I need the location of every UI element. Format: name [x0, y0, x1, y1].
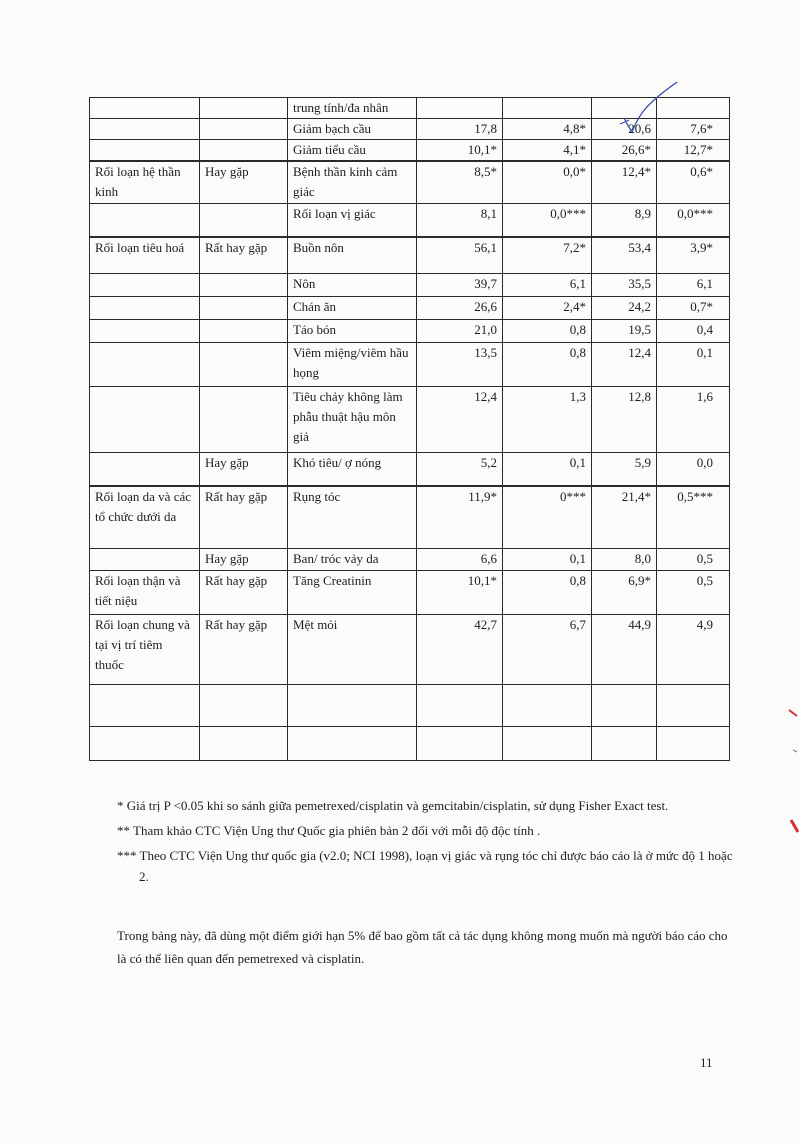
value-cell: 24,2 — [592, 296, 657, 319]
value-cell — [503, 684, 592, 726]
frequency-cell: Hay gặp — [200, 548, 288, 570]
value-cell: 3,9* — [657, 237, 730, 273]
group-cell — [90, 548, 200, 570]
frequency-cell — [200, 119, 288, 140]
value-cell: 21,0 — [417, 319, 503, 342]
value-cell: 2,4* — [503, 296, 592, 319]
event-cell: Rụng tóc — [288, 486, 417, 548]
event-cell: Buồn nôn — [288, 237, 417, 273]
group-cell — [90, 342, 200, 386]
value-cell: 20,6 — [592, 119, 657, 140]
value-cell: 56,1 — [417, 237, 503, 273]
value-cell: 4,8* — [503, 119, 592, 140]
value-cell: 6,6 — [417, 548, 503, 570]
value-cell: 26,6 — [417, 296, 503, 319]
frequency-cell: Rất hay gặp — [200, 486, 288, 548]
value-cell: 13,5 — [417, 342, 503, 386]
group-cell: Rối loạn tiêu hoá — [90, 237, 200, 273]
value-cell — [417, 726, 503, 760]
group-cell — [90, 386, 200, 452]
event-cell: Rối loạn vị giác — [288, 203, 417, 237]
value-cell: 35,5 — [592, 273, 657, 296]
value-cell: 0,8 — [503, 319, 592, 342]
value-cell: 6,9* — [592, 570, 657, 614]
value-cell: 6,1 — [657, 273, 730, 296]
group-cell — [90, 140, 200, 162]
event-cell: Bệnh thần kinh cảm giác — [288, 161, 417, 203]
frequency-cell: Rất hay gặp — [200, 570, 288, 614]
frequency-cell — [200, 684, 288, 726]
value-cell: 10,1* — [417, 570, 503, 614]
value-cell: 1,6 — [657, 386, 730, 452]
table-row — [90, 726, 730, 760]
frequency-cell — [200, 386, 288, 452]
value-cell — [503, 98, 592, 119]
value-cell: 0,5*** — [657, 486, 730, 548]
value-cell: 1,3 — [503, 386, 592, 452]
event-cell: Táo bón — [288, 319, 417, 342]
value-cell: 7,2* — [503, 237, 592, 273]
table-row — [90, 684, 730, 726]
frequency-cell — [200, 726, 288, 760]
table-row — [90, 319, 730, 342]
value-cell: 0,8 — [503, 570, 592, 614]
group-cell: Rối loạn hệ thần kinh — [90, 161, 200, 203]
frequency-cell — [200, 273, 288, 296]
value-cell: 8,1 — [417, 203, 503, 237]
frequency-cell — [200, 296, 288, 319]
event-cell: Ban/ tróc vảy da — [288, 548, 417, 570]
frequency-cell: Rất hay gặp — [200, 237, 288, 273]
group-cell — [90, 203, 200, 237]
value-cell — [592, 726, 657, 760]
table-row — [90, 342, 730, 386]
footnote: ** Tham khảo CTC Viện Ung thư Quốc gia phiên bản 2 đối với mỗi độ độc tính . — [117, 823, 541, 838]
frequency-cell: Rất hay gặp — [200, 614, 288, 684]
table-body — [90, 98, 730, 761]
page-number: 11 — [700, 1055, 713, 1070]
value-cell — [592, 684, 657, 726]
value-cell: 0,1 — [503, 548, 592, 570]
event-cell: Tăng Creatinin — [288, 570, 417, 614]
value-cell: 0,5 — [657, 548, 730, 570]
table-row — [90, 140, 730, 162]
group-cell: Rối loạn da và các tổ chức dưới da — [90, 486, 200, 548]
value-cell: 0*** — [503, 486, 592, 548]
value-cell: 5,2 — [417, 452, 503, 486]
handwritten-check-mark-icon — [600, 82, 690, 142]
value-cell: 12,4 — [417, 386, 503, 452]
group-cell — [90, 119, 200, 140]
value-cell: 0,8 — [503, 342, 592, 386]
value-cell: 4,9 — [657, 614, 730, 684]
value-cell: 0,0*** — [657, 203, 730, 237]
value-cell — [417, 98, 503, 119]
frequency-cell — [200, 342, 288, 386]
body-paragraph: Trong bảng này, đã dùng một điểm giới hạn 5% để bao gồm tất cả tác dụng không mong muốn mà người báo cáo cho là có thể liên quan đến pemetrexed và cisplatin. — [117, 928, 728, 966]
table-row — [90, 161, 730, 203]
group-cell — [90, 319, 200, 342]
value-cell: 53,4 — [592, 237, 657, 273]
value-cell — [417, 684, 503, 726]
frequency-cell — [200, 319, 288, 342]
frequency-cell — [200, 140, 288, 162]
event-cell: Nôn — [288, 273, 417, 296]
value-cell: 19,5 — [592, 319, 657, 342]
event-cell: Chán ăn — [288, 296, 417, 319]
value-cell — [657, 684, 730, 726]
table-row — [90, 273, 730, 296]
frequency-cell: Hay gặp — [200, 452, 288, 486]
table-row — [90, 296, 730, 319]
group-cell: Rối loạn thận và tiết niệu — [90, 570, 200, 614]
value-cell: 7,6* — [657, 119, 730, 140]
event-cell: trung tính/đa nhân — [288, 98, 417, 119]
value-cell: 44,9 — [592, 614, 657, 684]
table-row — [90, 548, 730, 570]
value-cell: 0,0* — [503, 161, 592, 203]
value-cell — [503, 726, 592, 760]
value-cell: 42,7 — [417, 614, 503, 684]
value-cell: 8,0 — [592, 548, 657, 570]
event-cell: Giảm bạch cầu — [288, 119, 417, 140]
group-cell — [90, 452, 200, 486]
value-cell: 6,7 — [503, 614, 592, 684]
value-cell: 12,7* — [657, 140, 730, 162]
value-cell: 0,0*** — [503, 203, 592, 237]
value-cell: 0,0 — [657, 452, 730, 486]
value-cell: 12,4 — [592, 342, 657, 386]
value-cell: 10,1* — [417, 140, 503, 162]
value-cell: 0,5 — [657, 570, 730, 614]
value-cell: 26,6* — [592, 140, 657, 162]
footnote: * Giá trị P <0.05 khi so sánh giữa pemetrexed/cisplatin và gemcitabin/cisplatin, sử dụng Fisher Exact test. — [117, 798, 669, 813]
value-cell — [657, 726, 730, 760]
group-cell — [90, 296, 200, 319]
frequency-cell: Hay gặp — [200, 161, 288, 203]
value-cell: 12,8 — [592, 386, 657, 452]
event-cell: Khó tiêu/ ợ nóng — [288, 452, 417, 486]
value-cell: 8,5* — [417, 161, 503, 203]
scan-edge-mark-icon — [785, 700, 799, 840]
event-cell: Giảm tiểu cầu — [288, 140, 417, 162]
group-cell: Rối loạn chung và tại vị trí tiêm thuốc — [90, 614, 200, 684]
group-cell — [90, 684, 200, 726]
value-cell: 0,7* — [657, 296, 730, 319]
footnotes — [117, 795, 737, 891]
value-cell: 5,9 — [592, 452, 657, 486]
value-cell: 17,8 — [417, 119, 503, 140]
table-row — [90, 386, 730, 452]
value-cell: 8,9 — [592, 203, 657, 237]
table-row — [90, 486, 730, 548]
group-cell — [90, 98, 200, 119]
table-row — [90, 452, 730, 486]
value-cell: 39,7 — [417, 273, 503, 296]
group-cell — [90, 726, 200, 760]
event-cell: Tiêu chảy không làm phẫu thuật hậu môn giả — [288, 386, 417, 452]
event-cell — [288, 726, 417, 760]
adverse-events-table — [89, 97, 730, 761]
value-cell: 6,1 — [503, 273, 592, 296]
table-row — [90, 570, 730, 614]
frequency-cell — [200, 98, 288, 119]
value-cell: 0,1 — [503, 452, 592, 486]
event-cell: Mệt mỏi — [288, 614, 417, 684]
value-cell: 4,1* — [503, 140, 592, 162]
table-row — [90, 614, 730, 684]
group-cell — [90, 273, 200, 296]
value-cell: 21,4* — [592, 486, 657, 548]
value-cell: 0,6* — [657, 161, 730, 203]
table-row — [90, 203, 730, 237]
value-cell: 11,9* — [417, 486, 503, 548]
table-row — [90, 237, 730, 273]
event-cell — [288, 684, 417, 726]
value-cell: 12,4* — [592, 161, 657, 203]
value-cell: 0,1 — [657, 342, 730, 386]
event-cell: Viêm miệng/viêm hầu họng — [288, 342, 417, 386]
frequency-cell — [200, 203, 288, 237]
value-cell: 0,4 — [657, 319, 730, 342]
footnote: *** Theo CTC Viện Ung thư quốc gia (v2.0; NCI 1998), loạn vị giác và rụng tóc chỉ được báo cáo là ở mức độ 1 hoặc 2. — [117, 848, 733, 884]
